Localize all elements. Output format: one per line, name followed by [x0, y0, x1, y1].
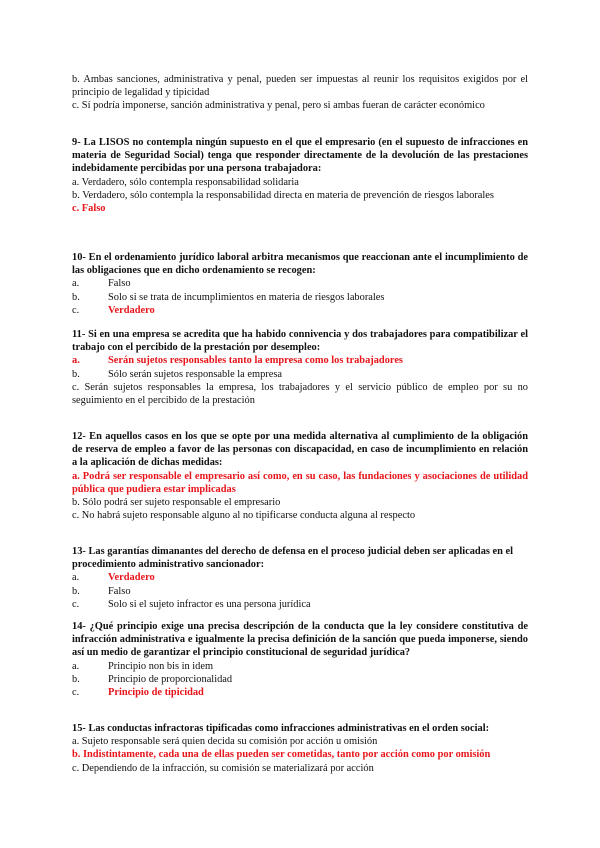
- q15-option-a: a. Sujeto responsable será quien decida su comisión por acción u omisión: [72, 736, 378, 748]
- question-14: [72, 620, 528, 699]
- question-11: [72, 328, 528, 407]
- question-8-tail: [72, 73, 528, 113]
- q10-option-b: b. Solo si se trata de incumplimientos en materia de riesgos laborales: [72, 291, 385, 303]
- q15-option-c: c. Dependiendo de la infracción, su comisión se materializará por acción: [72, 762, 374, 774]
- q12-option-a: a. Podrá ser responsable el empresario así como, en su caso, las fundaciones y asociaciones de utilidad pública que pudiera estar implicadas: [72, 470, 528, 495]
- q9-option-b: b. Verdadero, sólo contempla la responsabilidad directa en materia de prevención de riesgos laborales: [72, 189, 494, 201]
- question-13: [72, 545, 528, 611]
- q12-question: 12- En aquellos casos en los que se opte por una medida alternativa al cumplimiento de la obligación de reserva de empleo a favor de las personas con discapacidad, en caso de incumplimiento en relación a la aplicación de dichas medidas:: [72, 431, 528, 469]
- q14-option-b: b. Principio de proporcionalidad: [72, 673, 233, 685]
- q13-question: 13- Las garantías dimanantes del derecho de defensa en el proceso judicial deben ser aplicadas en el procedimiento administrativo sancionador:: [72, 546, 514, 571]
- q8-option-c: c. Sí podría imponerse, sanción administrativa y penal, pero si ambas fueran de carácter económico: [72, 100, 485, 112]
- q11-option-c: c. Serán sujetos responsables la empresa, los trabajadores y el servicio público de empleo por su no seguimiento en el percibido de la prestación: [72, 381, 528, 407]
- q11-option-b: b. Sólo serán sujetos responsable la empresa: [72, 368, 282, 380]
- q10-option-a: a. Falso: [72, 278, 131, 290]
- q13-option-b: b. Falso: [72, 585, 131, 597]
- q15-question: 15- Las conductas infractoras tipificadas como infracciones administrativas en el orden social:: [72, 723, 490, 734]
- question-12: [72, 430, 528, 522]
- q11-question: 11- Si en una empresa se acredita que ha habido connivencia y dos trabajadores para compatibilizar el trabajo con el percibido de la prestación por desempleo:: [72, 329, 528, 354]
- q15-option-b: b. Indistintamente, cada una de ellas pueden ser cometidas, tanto por acción como por omisión: [72, 749, 491, 761]
- question-10: [72, 251, 528, 317]
- q14-option-c: c. Principio de tipicidad: [72, 687, 204, 699]
- question-9: [72, 136, 528, 215]
- q9-option-c: c. Falso: [72, 203, 106, 215]
- q8-option-b: b. Ambas sanciones, administrativa y penal, pueden ser impuestas al reunir los requisitos exigidos por el principio de legalidad y tipicidad: [72, 74, 528, 99]
- q10-option-c: c. Verdadero: [72, 304, 155, 316]
- q13-option-c: c. Solo si el sujeto infractor es una persona jurídica: [72, 598, 311, 610]
- q13-option-a: a. Verdadero: [72, 572, 155, 584]
- q12-option-b: b. Sólo podrá ser sujeto responsable el empresario: [72, 497, 281, 509]
- q9-option-a: a. Verdadero, sólo contempla responsabilidad solidaria: [72, 176, 299, 188]
- q10-question: 10- En el ordenamiento jurídico laboral arbitra mecanismos que reaccionan ante el incumplimiento de las obligaciones que en dicho ordenamiento se recogen:: [72, 252, 528, 277]
- q14-question: 14- ¿Qué principio exige una precisa descripción de la conducta que la ley considere constitutiva de infracción administrativa e igualmente la precisa definición de la sanción que pueda imponerse, siendo así un medio de garantizar el principio constitucional de seguridad jurídica?: [72, 621, 528, 659]
- q14-option-a: a. Principio non bis in idem: [72, 660, 214, 672]
- q11-option-a: a. Serán sujetos responsables tanto la empresa como los trabajadores: [72, 355, 403, 367]
- question-15: [72, 722, 528, 775]
- q9-question: 9- La LISOS no contempla ningún supuesto en el que el empresario (en el supuesto de infracciones en materia de Seguridad Social) tenga que responder directamente de la devolución de las prestaciones indebidamente percibidas por una persona trabajadora:: [72, 137, 528, 175]
- q12-option-c: c. No habrá sujeto responsable alguno al no tipificarse conducta alguna al respecto: [72, 510, 416, 522]
